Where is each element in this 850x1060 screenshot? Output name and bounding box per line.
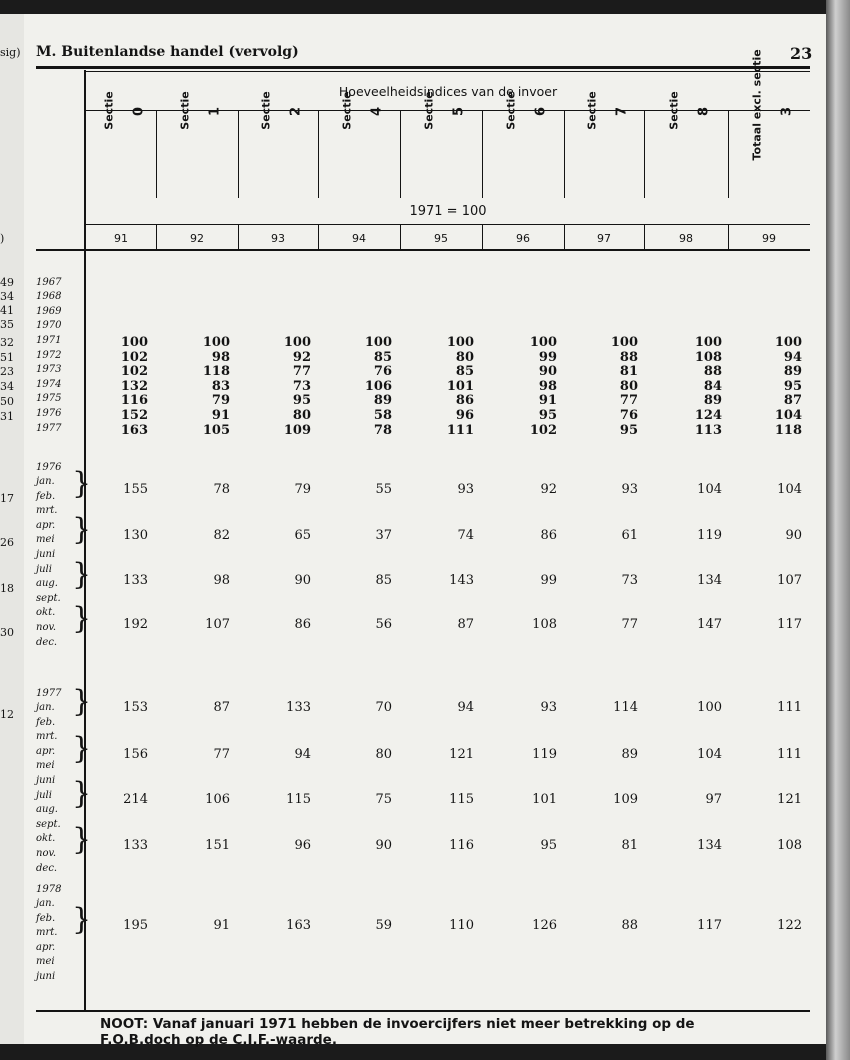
table-cell: 65 xyxy=(294,528,311,543)
table-cell: 115 xyxy=(449,792,474,807)
column-divider xyxy=(728,110,729,198)
table-cell: 89 xyxy=(373,393,392,409)
table-cell: 116 xyxy=(449,838,474,853)
table-cell: 74 xyxy=(457,528,474,543)
month-label: juli xyxy=(36,789,52,801)
table-cell: 100 xyxy=(283,335,311,350)
footnote-line: F.O.B.doch op de C.I.F.-waarde. xyxy=(100,1032,337,1048)
table-cell: 80 xyxy=(292,408,311,423)
table-cell: 95 xyxy=(540,838,557,853)
table-cell: 100 xyxy=(610,335,638,350)
edge-fragment: 31 xyxy=(0,410,14,423)
month-label: juli xyxy=(36,563,52,575)
table-cell: 152 xyxy=(120,408,148,423)
table-cell: 100 xyxy=(697,700,722,715)
table-cell: 95 xyxy=(538,408,557,423)
table-cell: 101 xyxy=(446,378,474,394)
year-label: 1976 xyxy=(36,408,62,419)
footnote xyxy=(100,1016,695,1048)
column-code: 97 xyxy=(597,232,611,245)
table-cell: 88 xyxy=(703,364,722,380)
quarter-brace: } xyxy=(72,512,92,547)
table-cell: 37 xyxy=(375,528,392,543)
block-year-label: 1978 xyxy=(36,884,62,895)
edge-fragment: 32 xyxy=(0,336,14,349)
previous-page-edge xyxy=(0,14,24,1044)
column-divider xyxy=(564,110,565,198)
table-cell: 83 xyxy=(211,378,230,394)
table-cell: 113 xyxy=(694,422,722,438)
table-cell: 114 xyxy=(613,700,638,715)
table-cell: 156 xyxy=(123,747,148,762)
table-cell: 73 xyxy=(292,378,311,394)
table-cell: 87 xyxy=(457,617,474,632)
table-cell: 100 xyxy=(120,335,148,350)
month-label: apr. xyxy=(36,941,56,953)
table-cell: 111 xyxy=(777,747,802,762)
edge-fragment: 23 xyxy=(0,365,14,378)
edge-fragment: 51 xyxy=(0,351,14,364)
quarter-brace: } xyxy=(72,731,92,766)
table-cell: 100 xyxy=(446,335,474,350)
year-label: 1975 xyxy=(36,393,62,405)
month-label: jan. xyxy=(36,476,55,487)
table-cell: 106 xyxy=(364,378,392,394)
table-cell: 108 xyxy=(777,838,802,853)
column-divider xyxy=(400,225,401,249)
month-label: dec. xyxy=(36,862,58,874)
column-divider xyxy=(482,225,483,249)
edge-fragment: 50 xyxy=(0,395,14,408)
column-label xyxy=(260,61,273,161)
table-cell: 96 xyxy=(294,838,311,853)
table-cell: 153 xyxy=(123,700,148,715)
table-cell: 133 xyxy=(123,573,148,588)
table-cell: 107 xyxy=(777,573,802,588)
table-cell: 151 xyxy=(205,838,230,853)
table-cell: 109 xyxy=(613,792,638,807)
table-cell: 107 xyxy=(205,617,230,632)
table-cell: 73 xyxy=(621,573,638,588)
edge-fragment: 49 xyxy=(0,276,14,289)
edge-fragment: 34 xyxy=(0,290,14,303)
column-label xyxy=(668,61,681,161)
column-code: 91 xyxy=(114,232,128,245)
table-cell: 102 xyxy=(120,349,148,365)
column-label xyxy=(505,61,518,161)
table-cell: 90 xyxy=(785,528,802,543)
table-cell: 90 xyxy=(375,838,392,853)
table-cell: 214 xyxy=(123,792,148,807)
table-cell: 104 xyxy=(697,747,722,762)
table-cell: 98 xyxy=(538,378,557,394)
table-cell: 81 xyxy=(619,364,638,380)
table-cell: 133 xyxy=(286,700,311,715)
column-label-text: Sectie xyxy=(102,91,116,130)
quarter-brace: } xyxy=(72,466,92,501)
month-label: feb. xyxy=(36,490,56,502)
column-label xyxy=(750,49,764,161)
quarter-brace: } xyxy=(72,776,92,811)
month-label: sept. xyxy=(36,592,61,604)
table-cell: 85 xyxy=(373,349,392,365)
table-cell: 92 xyxy=(292,349,311,365)
column-number: 7 xyxy=(614,106,630,117)
table-cell: 79 xyxy=(211,393,230,409)
column-divider xyxy=(318,110,319,198)
column-code: 95 xyxy=(434,232,448,245)
month-label: okt. xyxy=(36,833,56,845)
table-cell: 117 xyxy=(777,617,802,632)
table-cell: 87 xyxy=(213,700,230,715)
month-label: jan. xyxy=(36,702,55,713)
table-cell: 122 xyxy=(777,918,802,933)
code-rule xyxy=(36,249,810,251)
edge-fragment: sig) xyxy=(0,46,21,59)
column-divider xyxy=(400,110,401,198)
column-divider xyxy=(482,110,483,198)
table-cell: 86 xyxy=(294,617,311,632)
year-label: 1967 xyxy=(36,276,62,288)
table-cell: 132 xyxy=(120,378,148,394)
table-cell: 58 xyxy=(373,408,392,423)
table-cell: 104 xyxy=(774,408,802,423)
month-label: sept. xyxy=(36,818,61,830)
table-cell: 76 xyxy=(619,408,638,423)
column-divider xyxy=(644,225,645,249)
column-label-text: Totaal excl. sectie xyxy=(750,49,764,161)
table-cell: 94 xyxy=(294,747,311,762)
edge-fragment: 12 xyxy=(0,708,14,721)
table-cell: 117 xyxy=(697,918,722,933)
table-cell: 192 xyxy=(123,617,148,632)
table-cell: 85 xyxy=(375,573,392,588)
quarter-brace: } xyxy=(72,557,92,592)
month-label: jan. xyxy=(36,898,55,909)
table-cell: 155 xyxy=(123,482,148,497)
table-heading: Hoeveelheidsindices van de invoer xyxy=(338,84,558,99)
month-label: juni xyxy=(36,549,56,560)
table-cell: 109 xyxy=(283,422,311,438)
year-label: 1972 xyxy=(36,349,62,361)
table-cell: 93 xyxy=(540,700,557,715)
column-code: 99 xyxy=(762,232,776,245)
month-label: nov. xyxy=(36,848,57,859)
table-cell: 90 xyxy=(294,573,311,588)
month-label: feb. xyxy=(36,912,56,924)
table-cell: 93 xyxy=(621,482,638,497)
edge-fragment: 26 xyxy=(0,536,14,549)
table-cell: 119 xyxy=(697,528,722,543)
table-cell: 93 xyxy=(457,482,474,497)
quarter-brace: } xyxy=(72,822,92,857)
column-divider xyxy=(728,225,729,249)
month-label: dec. xyxy=(36,636,58,648)
column-number: 0 xyxy=(131,106,147,117)
table-cell: 55 xyxy=(375,482,392,497)
column-label-text: Sectie xyxy=(504,91,518,130)
table-cell: 143 xyxy=(449,573,474,588)
column-divider xyxy=(318,225,319,249)
column-number: 3 xyxy=(779,106,795,117)
table-cell: 111 xyxy=(777,700,802,715)
table-cell: 195 xyxy=(123,918,148,933)
column-label xyxy=(341,61,354,161)
bottom-rule xyxy=(36,1010,810,1012)
column-code: 92 xyxy=(190,232,204,245)
table-cell: 118 xyxy=(202,364,230,380)
table-cell: 100 xyxy=(529,335,557,350)
table-cell: 70 xyxy=(375,700,392,715)
table-cell: 106 xyxy=(205,792,230,807)
base-year-label: 1971 = 100 xyxy=(409,204,487,219)
table-cell: 94 xyxy=(783,349,802,365)
table-cell: 61 xyxy=(621,528,638,543)
column-code: 93 xyxy=(271,232,285,245)
year-label: 1974 xyxy=(36,378,62,390)
column-divider xyxy=(564,225,565,249)
year-label: 1977 xyxy=(36,422,62,434)
column-label xyxy=(423,61,436,161)
month-label: juni xyxy=(36,775,56,786)
column-number: 2 xyxy=(288,106,304,117)
table-cell: 95 xyxy=(619,422,638,438)
table-cell: 98 xyxy=(211,349,230,365)
table-cell: 108 xyxy=(532,617,557,632)
year-label: 1969 xyxy=(36,305,62,317)
table-cell: 82 xyxy=(213,528,230,543)
month-label: nov. xyxy=(36,622,57,633)
table-cell: 102 xyxy=(120,364,148,380)
footnote-line: NOOT: Vanaf januari 1971 hebben de invoercijfers niet meer betrekking op de xyxy=(100,1016,695,1032)
table-cell: 79 xyxy=(294,482,311,497)
table-cell: 95 xyxy=(292,393,311,409)
table-cell: 89 xyxy=(703,393,722,409)
table-cell: 108 xyxy=(694,349,722,365)
column-number: 5 xyxy=(451,106,467,117)
table-cell: 124 xyxy=(694,408,722,423)
table-cell: 77 xyxy=(619,393,638,409)
table-cell: 80 xyxy=(619,378,638,394)
column-label xyxy=(586,61,599,161)
table-cell: 163 xyxy=(120,422,148,438)
table-cell: 100 xyxy=(364,335,392,350)
table-cell: 77 xyxy=(292,364,311,380)
table-cell: 78 xyxy=(373,422,392,438)
table-cell: 85 xyxy=(455,364,474,380)
table-cell: 99 xyxy=(540,573,557,588)
column-divider xyxy=(238,110,239,198)
column-label xyxy=(179,61,192,161)
table-cell: 97 xyxy=(705,792,722,807)
table-cell: 88 xyxy=(621,918,638,933)
column-label-text: Sectie xyxy=(340,91,354,130)
table-cell: 92 xyxy=(540,482,557,497)
table-cell: 81 xyxy=(621,838,638,853)
table-cell: 78 xyxy=(213,482,230,497)
table-cell: 130 xyxy=(123,528,148,543)
column-code: 98 xyxy=(679,232,693,245)
table-cell: 104 xyxy=(697,482,722,497)
month-label: mrt. xyxy=(36,731,58,743)
page-number: 23 xyxy=(790,44,813,63)
edge-fragment: 17 xyxy=(0,492,14,505)
table-cell: 77 xyxy=(213,747,230,762)
month-label: mrt. xyxy=(36,505,58,517)
month-label: apr. xyxy=(36,519,56,531)
book-spine xyxy=(826,0,850,1060)
column-label xyxy=(103,61,116,161)
year-label: 1971 xyxy=(36,335,62,346)
table-cell: 101 xyxy=(532,792,557,807)
edge-fragment: 18 xyxy=(0,582,14,595)
column-code: 96 xyxy=(516,232,530,245)
table-cell: 110 xyxy=(449,918,474,933)
year-label: 1968 xyxy=(36,291,62,303)
table-cell: 88 xyxy=(619,349,638,365)
table-cell: 133 xyxy=(123,838,148,853)
base-rule xyxy=(86,224,810,225)
table-cell: 90 xyxy=(538,364,557,380)
month-label: feb. xyxy=(36,716,56,728)
table-cell: 80 xyxy=(375,747,392,762)
table-cell: 75 xyxy=(375,792,392,807)
column-number: 1 xyxy=(207,106,223,117)
table-cell: 100 xyxy=(774,335,802,350)
table-cell: 56 xyxy=(375,617,392,632)
year-label: 1970 xyxy=(36,320,62,332)
edge-fragment: 34 xyxy=(0,380,14,393)
table-cell: 94 xyxy=(457,700,474,715)
table-cell: 116 xyxy=(120,393,148,409)
table-cell: 126 xyxy=(532,918,557,933)
table-cell: 134 xyxy=(697,838,722,853)
table-cell: 104 xyxy=(777,482,802,497)
column-label-text: Sectie xyxy=(667,91,681,130)
column-label-text: Sectie xyxy=(178,91,192,130)
column-number: 8 xyxy=(696,106,712,117)
quarter-brace: } xyxy=(72,684,92,719)
table-cell: 77 xyxy=(621,617,638,632)
column-label-text: Sectie xyxy=(585,91,599,130)
table-cell: 80 xyxy=(455,349,474,365)
table-cell: 91 xyxy=(213,918,230,933)
edge-fragment: 35 xyxy=(0,318,14,331)
table-cell: 102 xyxy=(529,422,557,438)
month-label: aug. xyxy=(36,578,58,590)
table-cell: 121 xyxy=(449,747,474,762)
edge-fragment: ) xyxy=(0,232,5,245)
quarter-brace: } xyxy=(72,902,92,937)
month-label: mei xyxy=(36,534,55,546)
block-year-label: 1977 xyxy=(36,688,62,699)
table-cell: 87 xyxy=(783,393,802,409)
table-cell: 91 xyxy=(538,393,557,409)
month-label: aug. xyxy=(36,804,58,816)
table-cell: 99 xyxy=(538,349,557,365)
table-cell: 115 xyxy=(286,792,311,807)
table-cell: 89 xyxy=(783,364,802,380)
column-label-text: Sectie xyxy=(259,91,273,130)
month-label: okt. xyxy=(36,607,56,619)
edge-fragment: 41 xyxy=(0,304,14,317)
table-cell: 105 xyxy=(202,422,230,438)
month-label: mei xyxy=(36,760,55,772)
table-cell: 121 xyxy=(777,792,802,807)
table-cell: 86 xyxy=(455,393,474,409)
table-cell: 59 xyxy=(375,918,392,933)
table-cell: 95 xyxy=(783,378,802,394)
column-number: 4 xyxy=(369,106,385,117)
table-cell: 86 xyxy=(540,528,557,543)
column-divider xyxy=(156,225,157,249)
table-cell: 96 xyxy=(455,408,474,423)
table-cell: 119 xyxy=(532,747,557,762)
page-title: M. Buitenlandse handel (vervolg) xyxy=(36,44,299,60)
quarter-brace: } xyxy=(72,601,92,636)
month-label: mrt. xyxy=(36,927,58,939)
table-cell: 100 xyxy=(694,335,722,350)
table-cell: 118 xyxy=(774,422,802,438)
block-year-label: 1976 xyxy=(36,462,62,473)
table-cell: 84 xyxy=(703,378,722,394)
table-cell: 91 xyxy=(211,408,230,423)
column-divider xyxy=(156,110,157,198)
table-cell: 89 xyxy=(621,747,638,762)
year-label: 1973 xyxy=(36,364,62,376)
column-label-text: Sectie xyxy=(422,91,436,130)
table-cell: 147 xyxy=(697,617,722,632)
table-cell: 98 xyxy=(213,573,230,588)
column-divider xyxy=(238,225,239,249)
column-code: 94 xyxy=(352,232,366,245)
table-cell: 100 xyxy=(202,335,230,350)
month-label: mei xyxy=(36,956,55,968)
table-cell: 163 xyxy=(286,918,311,933)
column-number: 6 xyxy=(533,106,549,117)
column-divider xyxy=(644,110,645,198)
table-cell: 76 xyxy=(373,364,392,380)
month-label: apr. xyxy=(36,745,56,757)
edge-fragment: 30 xyxy=(0,626,14,639)
table-cell: 111 xyxy=(446,422,474,438)
table-cell: 134 xyxy=(697,573,722,588)
month-label: juni xyxy=(36,971,56,982)
